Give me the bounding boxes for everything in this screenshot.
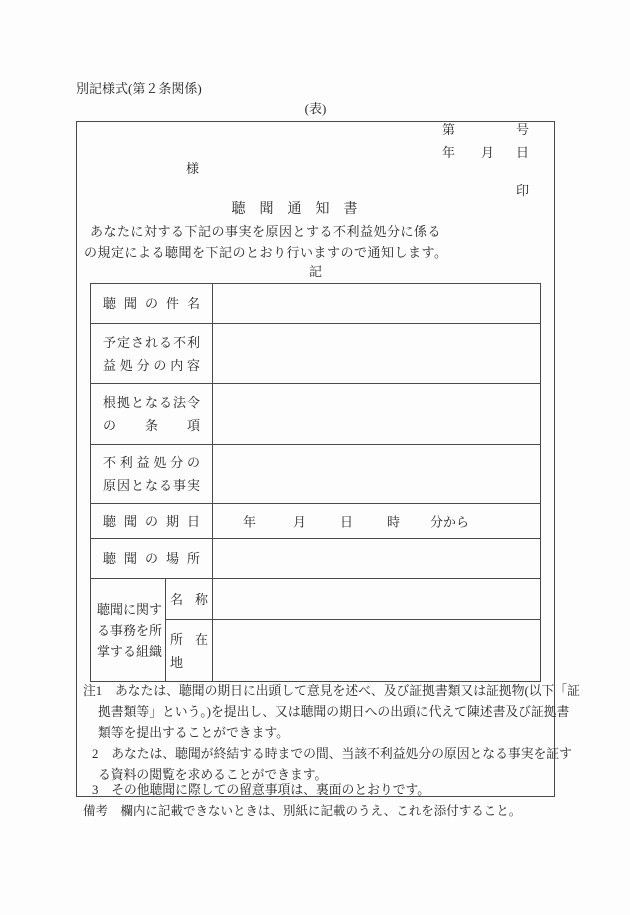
row-label-cell [91,324,213,383]
row-label-line: 不利益処分の [103,455,200,470]
row-label: 聴聞の期日 [103,513,200,529]
addressee-suffix: 様 [186,161,200,176]
planned-disposition-value-cell [213,324,540,383]
row-causal-facts [91,444,540,503]
row-label-cell [91,539,213,578]
row-label: 聴聞の件名 [103,296,200,311]
row-label-line: の条項 [103,418,200,433]
date-token-day: 日 [340,514,354,530]
doc-number-prefix: 第 [442,122,456,137]
causal-facts-value-cell [213,445,540,503]
date-year-label: 年 [442,145,456,160]
note-2-line-2: る資料の閲覧を求めることができます。 [98,768,328,782]
subrow-office-name [166,579,540,619]
hearing-date-value-cell [213,504,540,538]
row-hearing-place [91,538,540,578]
doc-number-suffix: 号 [516,122,530,137]
row-label-cell [91,284,213,323]
document-title: 聴 聞 通 知 書 [231,202,358,217]
hearing-place-value-cell [213,539,540,578]
date-token-month: 月 [293,514,307,530]
subrow-office-address [166,619,540,681]
row-label: 聴聞の場所 [103,551,200,566]
office-name-value-cell [213,579,540,619]
row-label-cell [91,384,213,444]
office-label-cell [91,579,166,681]
hearing-case-name-value-cell [213,284,540,323]
date-token-minute: 分から [430,514,470,530]
seal-mark: 印 [516,183,530,198]
row-label-line: 原因となる事実 [103,478,200,493]
row-label-line: 益処分の内容 [103,357,200,373]
office-sub-rows [166,579,540,681]
date-token-hour: 時 [387,514,401,530]
form-reference: 別記様式(第２条関係) [76,81,202,96]
office-address-label: 所在地 [170,631,208,670]
date-day-label: 日 [516,145,530,160]
note-1-line-2: 拠書類等」という。)を提出し、又は聴聞の期日への出頭に代えて陳述書及び証拠書 [98,705,570,719]
notice-table [90,283,541,682]
row-planned-disposition [91,323,540,383]
section-marker: 記 [308,264,322,279]
row-hearing-date [91,503,540,538]
row-label-line: 根拠となる法令 [103,395,200,410]
office-address-label-cell [166,620,213,681]
row-label-cell [91,445,213,503]
row-office-in-charge [91,578,540,681]
office-name-label: 名称 [170,591,208,607]
remark-line: 備考 欄内に記載できないときは、別紙に記載のうえ、これを添付すること。 [83,804,522,818]
row-label-cell [91,504,213,538]
intro-line-2: の規定による聴聞を下記のとおり行いますので通知します。 [84,245,448,260]
office-label-line: 掌する組織 [97,643,163,659]
office-name-label-cell [166,579,213,619]
note-2-line-1: 2 あなたは、聴聞が終結する時までの間、当該不利益処分の原因となる事実を証す [92,747,572,761]
date-token-year: 年 [243,514,257,530]
date-month-label: 月 [481,145,495,160]
note-1-line-3: 類等を提出することができます。 [98,726,289,740]
legal-basis-value-cell [213,384,540,444]
office-label-line: る事務を所 [97,622,163,638]
intro-line-1: あなたに対する下記の事実を原因とする不利益処分に係る [90,224,442,239]
row-label-line: 予定される不利 [103,334,200,350]
note-1-line-1: 注1 あなたは、聴聞の期日に出頭して意見を述べ、及び証拠書類又は証拠物(以下「証 [83,684,580,698]
note-3-line-1: 3 その他聴聞に際しての留意事項は、裏面のとおりです。 [92,783,431,797]
office-address-value-cell [213,620,540,681]
row-hearing-case-name [91,284,540,323]
office-label-line: 聴聞に関す [97,601,163,617]
row-legal-basis [91,383,540,444]
side-label: (表) [304,101,327,116]
